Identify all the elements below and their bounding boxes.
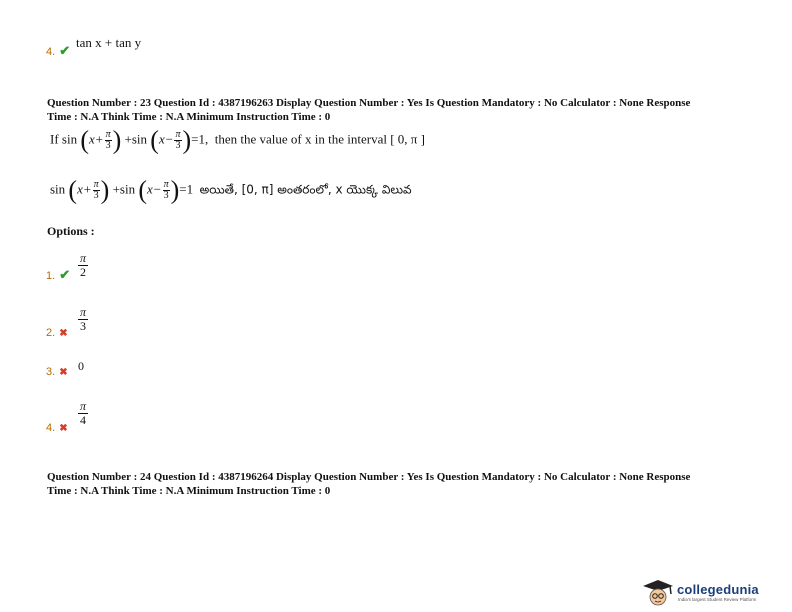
option-4-value: $\frac{\pi}{4}$ xyxy=(80,399,87,427)
cross-icon: ✖ xyxy=(59,423,68,434)
te-prefix: sin xyxy=(50,181,66,197)
prev-option-4 xyxy=(46,42,70,60)
pi-over-3: $\frac{\pi}{3}$ xyxy=(93,179,99,201)
cross-icon: ✖ xyxy=(59,367,68,378)
option-3-value: 0 xyxy=(78,359,84,373)
options-label: Options : xyxy=(47,224,95,238)
option-4 xyxy=(46,418,68,436)
pi-over-3: $\frac{\pi}{3}$ xyxy=(163,179,169,201)
option-1-value: $\frac{\pi}{2}$ xyxy=(80,251,87,279)
option-number: 2. xyxy=(46,327,56,339)
te-eq: =1 xyxy=(179,181,194,197)
option-number: 1. xyxy=(46,270,56,282)
meta-line-1: Question Number : 24 Question Id : 4387196264 Display Question Number : Yes Is Question Mandatory : No Calculator : None Response xyxy=(47,471,691,483)
question-24-meta xyxy=(47,470,767,498)
meta-line-1: Question Number : 23 Question Id : 4387196263 Display Question Number : Yes Is Question Mandatory : No Calculator : None Response xyxy=(47,97,691,109)
brand-logo xyxy=(641,578,789,608)
option-2-value: $\frac{\pi}{3}$ xyxy=(80,305,87,333)
check-icon: ✔ xyxy=(59,43,71,58)
te-suffix: అయితే, [0, π] అంతరంలో, x యొక్క విలువ xyxy=(199,182,412,197)
option-2 xyxy=(46,323,68,341)
option-number: 4. xyxy=(46,422,56,434)
option-1 xyxy=(46,266,70,284)
q-x-plus: x+ xyxy=(89,131,104,147)
meta-line-2: Time : N.A Think Time : N.A Minimum Instruction Time : 0 xyxy=(47,485,331,497)
option-number: 3. xyxy=(46,366,56,378)
brand-tagline: India's largest Student Review Platform xyxy=(678,597,757,602)
q-mid: +sin xyxy=(124,131,148,147)
meta-line-2: Time : N.A Think Time : N.A Minimum Instruction Time : 0 xyxy=(47,111,331,123)
q-eq: =1, xyxy=(191,131,209,147)
cross-icon: ✖ xyxy=(59,328,68,339)
pi-over-3: $\frac{\pi}{3}$ xyxy=(105,129,111,151)
question-23-telugu: sin (x+ $\frac{\pi}{3}$ ) +sin (x− $\frac{\pi}{3}$ )=1 అయితే, [0, π] అంతరంలో, x యొక్క విలువ xyxy=(50,175,412,205)
pi-over-3: $\frac{\pi}{3}$ xyxy=(175,129,181,151)
prev-option-4-text: tan x + tan y xyxy=(76,35,142,50)
check-icon: ✔ xyxy=(59,267,71,282)
question-23-meta xyxy=(47,96,767,124)
option-number: 4. xyxy=(46,46,56,58)
q-x-minus: x− xyxy=(158,131,174,147)
option-3 xyxy=(46,362,68,380)
q-prefix: If sin xyxy=(50,131,78,147)
question-23-english: If sin (x+ $\frac{\pi}{3}$ ) +sin (x− $\frac{\pi}{3}$ )=1, then the value of x in the interval [ 0, π ] xyxy=(50,125,425,155)
brand-name: collegedunia xyxy=(677,582,759,597)
q-suffix: then the value of x in the interval [ 0, π ] xyxy=(214,131,425,147)
mascot-icon xyxy=(641,578,675,608)
